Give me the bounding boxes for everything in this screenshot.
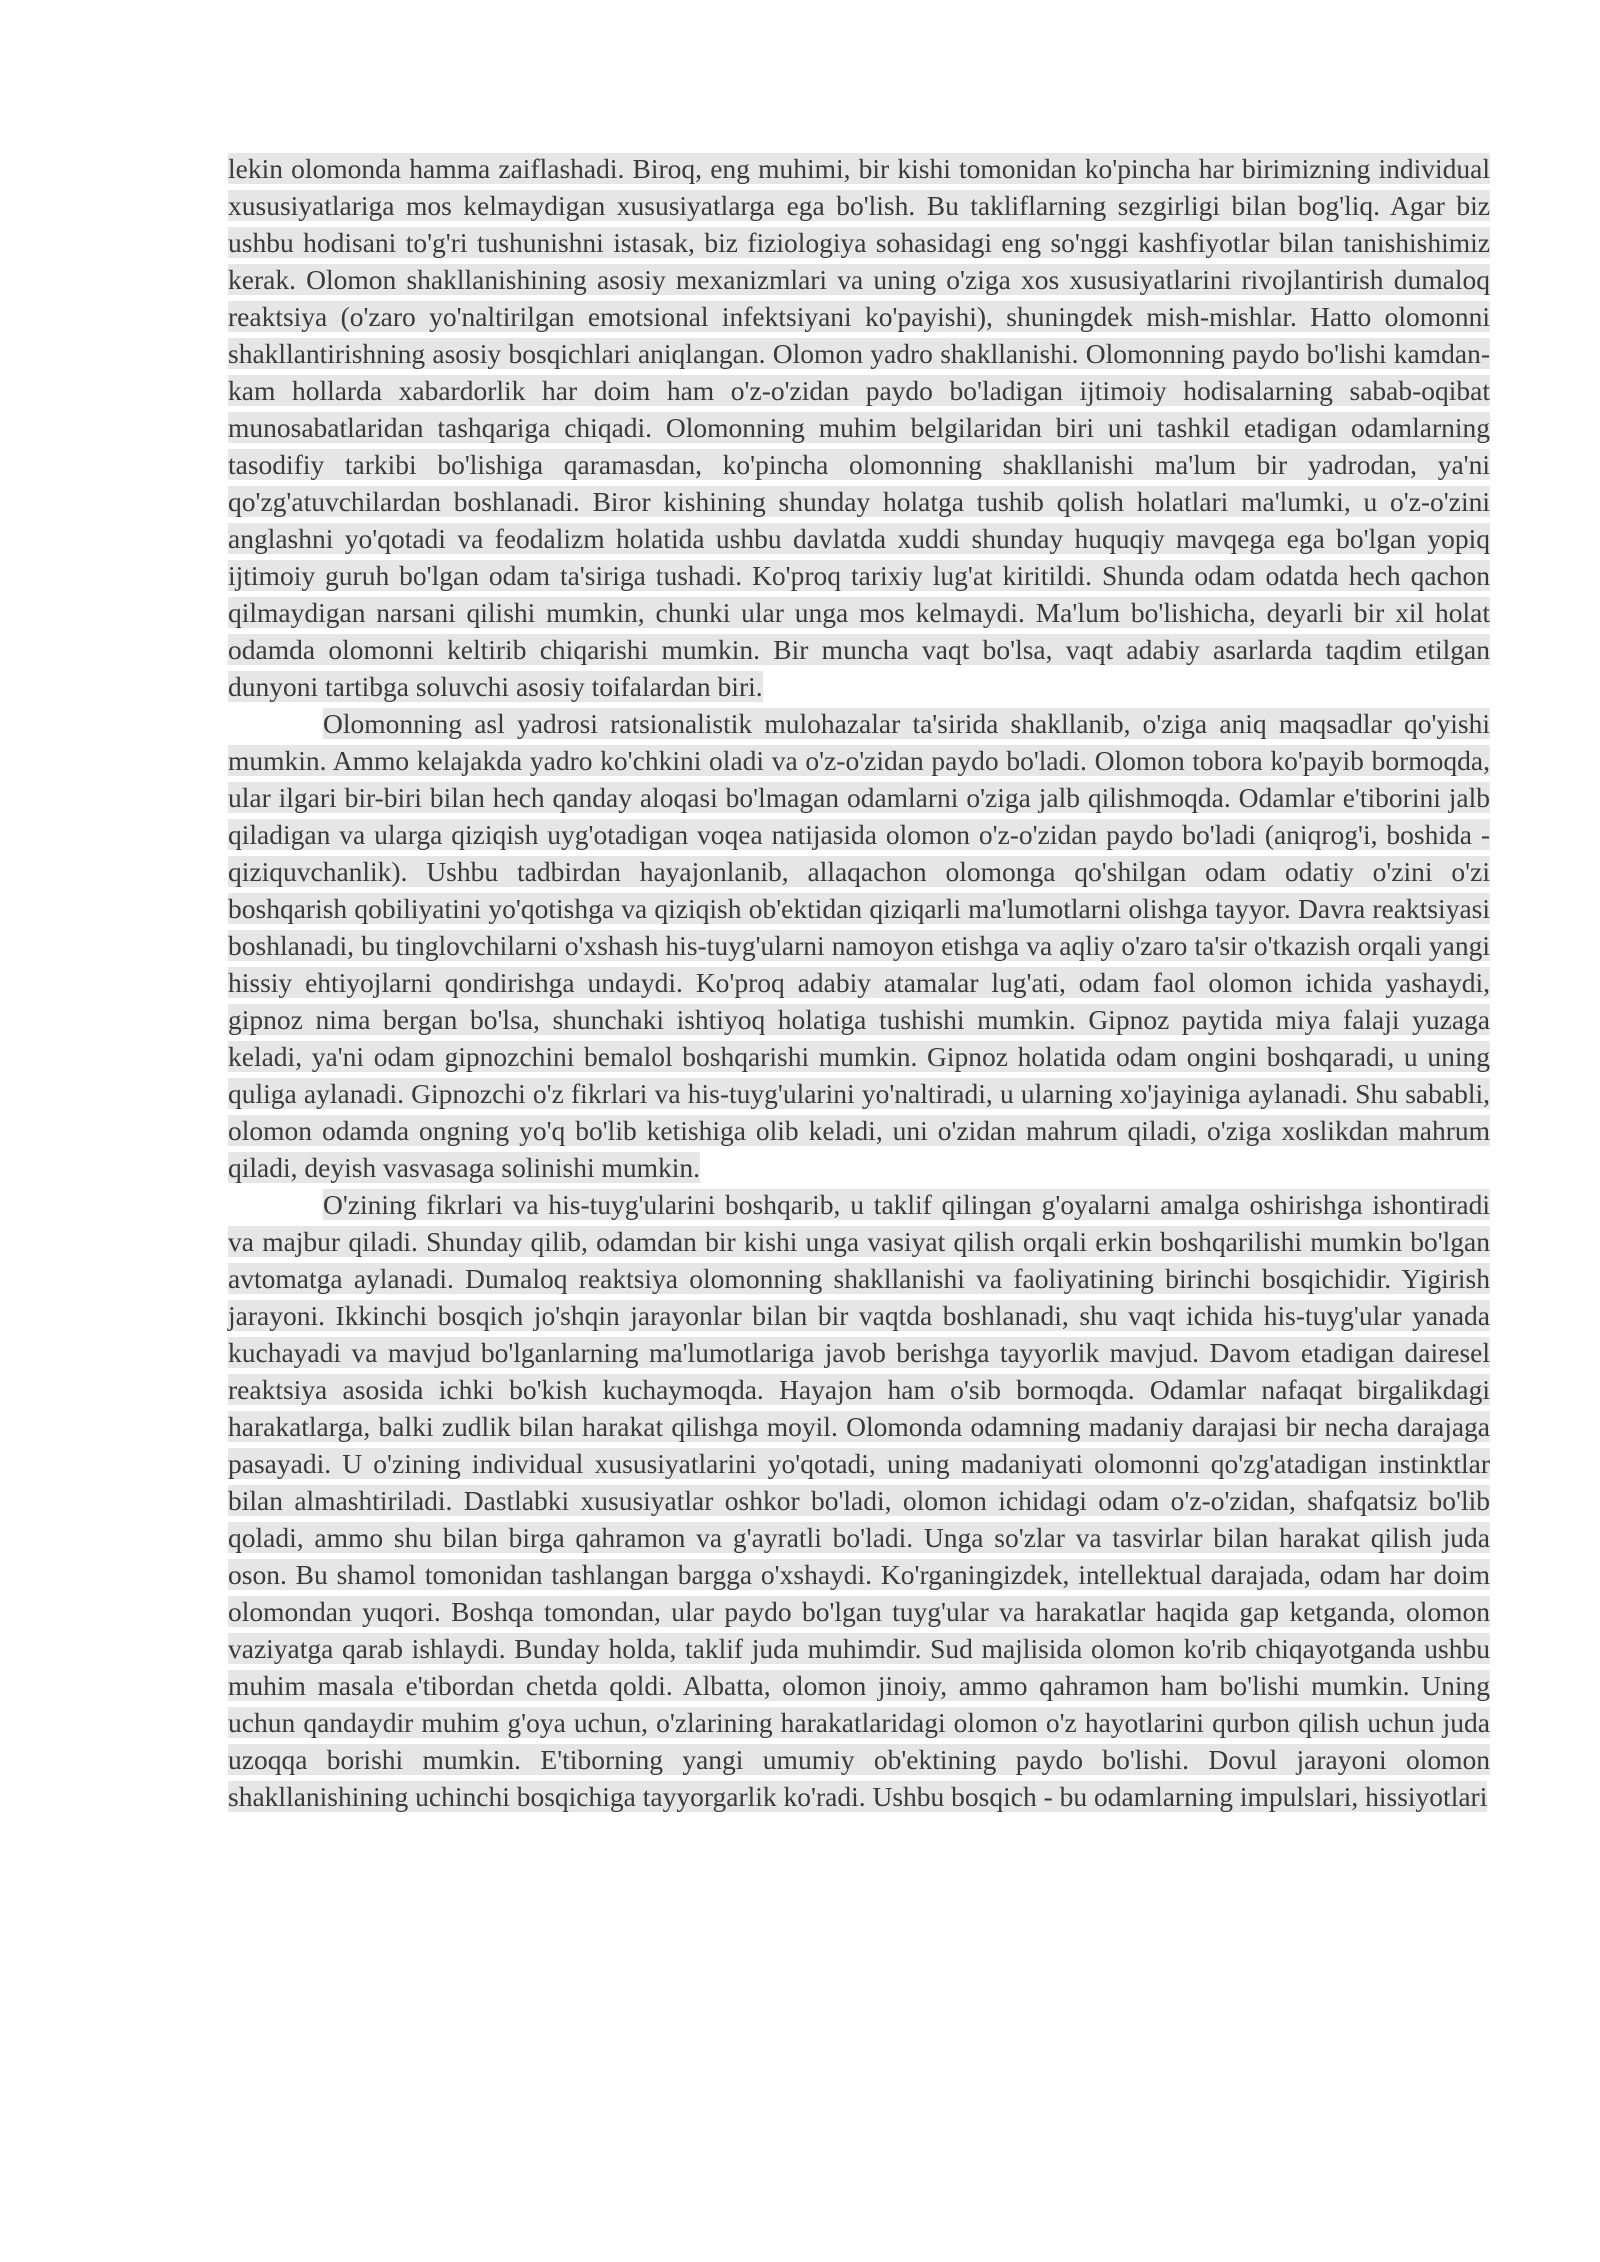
paragraph-3-text: O'zining fikrlari va his-tuyg'ularini boshqarib, u taklif qilingan g'oyalarni amalga oshirishga ishontiradi va majbur qiladi. Shunday qilib, odamdan bir kishi unga vasiyat qilish orqali erkin boshqarilishi mumkin bo'lgan avtomatga aylanadi. Dumaloq reaktsiya olomonning shakllanishi va faoliyatining birinchi bosqichidir. Yigirish jarayoni. Ikkinchi bosqich jo'shqin jarayonlar bilan bir vaqtda boshlanadi, shu vaqt ichida his-tuyg'ular yanada kuchayadi va mavjud bo'lganlarning ma'lumotlariga javob berishga tayyorlik mavjud. Davom etadigan dairesel reaktsiya asosida ichki bo'kish kuchaymoqda. Hayajon ham o'sib bormoqda. Odamlar nafaqat birgalikdagi harakatlarga, balki zudlik bilan harakat qilishga moyil. Olomonda odamning madaniy darajasi bir necha darajaga pasayadi. U o'zining individual xususiyatlarini yo'qotadi, uning madaniyati olomonni qo'zg'atadigan instinktlar bilan almashtiriladi. Dastlabki xususiyatlar oshkor bo'ladi, olomon ichidagi odam o'z-o'zidan, shafqatsiz bo'lib qoladi, ammo shu bilan birga qahramon va g'ayratli bo'ladi. Unga so'zlar va tasvirlar bilan harakat qilish juda oson. Bu shamol tomonidan tashlangan bargga o'xshaydi. Ko'rganingizdek, intellektual darajada, odam har doim olomondan yuqori. Boshqa tomondan, ular paydo bo'lgan tuyg'ular va harakatlar haqida gap ketganda, olomon vaziyatga qarab ishlaydi. Bunday holda, taklif juda muhimdir. Sud majlisida olomon ko'rib chiqayotganda ushbu muhim masala e'tibordan chetda qoldi. Albatta, olomon jinoiy, ammo qahramon ham bo'lishi mumkin. Uning uchun qandaydir muhim g'oya uchun, o'zlarining harakatlaridagi olomon o'z hayotlarini qurbon qilish uchun juda uzoqqa borishi mumkin. E'tiborning yangi umumiy ob'ektining paydo bo'lishi. Dovul jarayoni olomon shakllanishining uchinchi bosqichiga tayyorgarlik ko'radi. Ushbu bosqich - bu odamlarning impulslari, hissiyotlari (228, 1189, 1490, 1812)
paragraph-1-text: lekin olomonda hamma zaiflashadi. Biroq, eng muhimi, bir kishi tomonidan ko'pincha har birimizning individual xususiyatlariga mos kelmaydigan xususiyatlarga ega bo'lish. Bu takliflarning sezgirligi bilan bog'liq. Agar biz ushbu hodisani to'g'ri tushunishni istasak, biz fiziologiya sohasidagi eng so'nggi kashfiyotlar bilan tanishishimiz kerak. Olomon shakllanishining asosiy mexanizmlari va uning o'ziga xos xususiyatlarini rivojlantirish dumaloq reaktsiya (o'zaro yo'naltirilgan emotsional infektsiyani ko'payishi), shuningdek mish-mishlar. Hatto olomonni shakllantirishning asosiy bosqichlari aniqlangan. Olomon yadro shakllanishi. Olomonning paydo bo'lishi kamdan-kam hollarda xabardorlik har doim ham o'z-o'zidan paydo bo'ladigan ijtimoiy hodisalarning sabab-oqibat munosabatlaridan tashqariga chiqadi. Olomonning muhim belgilaridan biri uni tashkil etadigan odamlarning tasodifiy tarkibi bo'lishiga qaramasdan, ko'pincha olomonning shakllanishi ma'lum bir yadrodan, ya'ni qo'zg'atuvchilardan boshlanadi. Biror kishining shunday holatga tushib qolish holatlari ma'lumki, u o'z-o'zini anglashni yo'qotadi va feodalizm holatida ushbu davlatda xuddi shunday huquqiy mavqega ega bo'lgan yopiq ijtimoiy guruh bo'lgan odam ta'siriga tushadi. Ko'proq tarixiy lug'at kiritildi. Shunda odam odatda hech qachon qilmaydigan narsani qilishi mumkin, chunki ular unga mos kelmaydi. Ma'lum bo'lishicha, deyarli bir xil holat odamda olomonni keltirib chiqarishi mumkin. Bir muncha vaqt bo'lsa, vaqt adabiy asarlarda taqdim etilgan dunyoni tartibga soluvchi asosiy toifalardan biri. (228, 153, 1490, 702)
paragraph-2 (228, 705, 1490, 1186)
paragraph-1 (228, 150, 1490, 705)
paragraph-3 (228, 1186, 1490, 1815)
document-body (228, 150, 1490, 1815)
paragraph-2-text: Olomonning asl yadrosi ratsionalistik mulohazalar ta'sirida shakllanib, o'ziga aniq maqsadlar qo'yishi mumkin. Ammo kelajakda yadro ko'chkini oladi va o'z-o'zidan paydo bo'ladi. Olomon tobora ko'payib bormoqda, ular ilgari bir-biri bilan hech qanday aloqasi bo'lmagan odamlarni o'ziga jalb qilishmoqda. Odamlar e'tiborini jalb qiladigan va ularga qiziqish uyg'otadigan voqea natijasida olomon o'z-o'zidan paydo bo'ladi (aniqrog'i, boshida - qiziquvchanlik). Ushbu tadbirdan hayajonlanib, allaqachon olomonga qo'shilgan odam odatiy o'zini o'zi boshqarish qobiliyatini yo'qotishga va qiziqish ob'ektidan qiziqarli ma'lumotlarni olishga tayyor. Davra reaktsiyasi boshlanadi, bu tinglovchilarni o'xshash his-tuyg'ularni namoyon etishga va aqliy o'zaro ta'sir o'tkazish orqali yangi hissiy ehtiyojlarni qondirishga undaydi. Ko'proq adabiy atamalar lug'ati, odam faol olomon ichida yashaydi, gipnoz nima bergan bo'lsa, shunchaki ishtiyoq holatiga tushishi mumkin. Gipnoz paytida miya falaji yuzaga keladi, ya'ni odam gipnozchini bemalol boshqarishi mumkin. Gipnoz holatida odam ongini boshqaradi, u uning quliga aylanadi. Gipnozchi o'z fikrlari va his-tuyg'ularini yo'naltiradi, u ularning xo'jayiniga aylanadi. Shu sababli, olomon odamda ongning yo'q bo'lib ketishiga olib keladi, uni o'zidan mahrum qiladi, o'ziga xoslikdan mahrum qiladi, deyish vasvasaga solinishi mumkin. (228, 708, 1490, 1183)
